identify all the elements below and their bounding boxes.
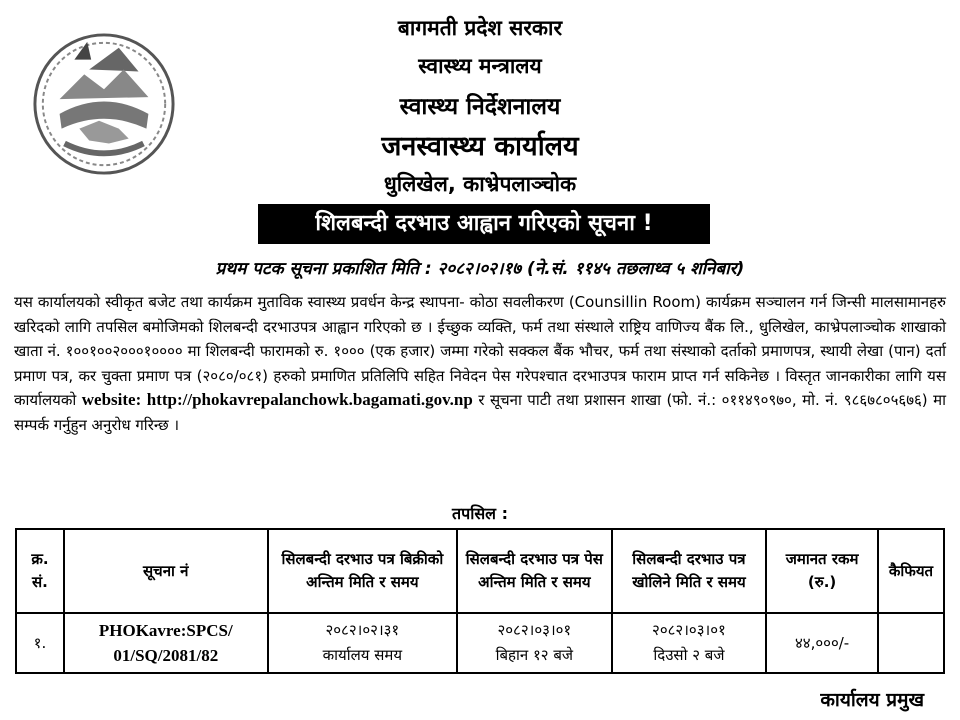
header-line-province: बागमती प्रदेश सरकार: [397, 16, 563, 40]
sale-time: कार्यालय समय: [322, 646, 403, 664]
header-sale-deadline: सिलबन्दी दरभाउ पत्र बिक्रीको अन्तिम मिति र समय: [268, 529, 457, 613]
notice-table: [15, 528, 945, 674]
body-text-2: र सूचना पाटी तथा प्रशासन शाखा (फो. नं.: ०११४९०९७०, मो. नं. ९८६७८०५६७६) मा सम्पर्क गर्नुहुन अनुरोध गरिन्छ ।: [14, 391, 946, 434]
office-chief-signature: कार्यालय प्रमुख: [820, 689, 924, 711]
table-title: तपसिल :: [452, 504, 508, 523]
website-label: website:: [81, 390, 142, 409]
cell-remarks: [878, 613, 944, 673]
cell-notice-no: PHOKavre:SPCS/ 01/SQ/2081/82: [64, 613, 268, 673]
cell-serial: १.: [16, 613, 64, 673]
header-notice-no: सूचना नं: [64, 529, 268, 613]
header-line-office: जनस्वास्थ्य कार्यालय: [381, 131, 579, 162]
cell-submit: [457, 613, 612, 673]
table-header-row: [16, 529, 944, 613]
notice-body: [14, 290, 946, 437]
notice-banner: शिलबन्दी दरभाउ आह्वान गरिएको सूचना !: [258, 204, 710, 244]
header-line-directorate: स्वास्थ्य निर्देशनालय: [399, 94, 561, 120]
header-deposit: जमानत रकम (रु.): [766, 529, 878, 613]
submit-date: २०८२।०३।०१: [497, 621, 572, 639]
cell-deposit: ४४,०००/-: [766, 613, 878, 673]
header-opening-date: सिलबन्दी दरभाउ पत्र खोलिने मिति र समय: [612, 529, 767, 613]
cell-open: [612, 613, 767, 673]
header-submit-deadline: सिलबन्दी दरभाउ पत्र पेस अन्तिम मिति र समय: [457, 529, 612, 613]
cell-sale: [268, 613, 457, 673]
header-remarks: कैफियत: [878, 529, 944, 613]
body-text-1: यस कार्यालयको स्वीकृत बजेट तथा कार्यक्रम मुताविक स्वास्थ्य प्रवर्धन केन्द्र स्थापना- कोठा सवलीकरण (Counsillin Room) कार्यक्रम सञ्चालन गर्न जिन्सी मालसामानहरु खरिदको लागि तपसिल बमोजिमको शिलबन्दी दरभाउपत्र आह्वान गरिएको छ । ईच्छुक व्यक्ति, फर्म तथा संस्थाले राष्ट्रिय वाणिज्य बैंक लि., धुलिखेल, काभ्रेपलाञ्चोक शाखाको खाता नं. १००१००२०००१०००० मा शिलबन्दी फारामको रु. १००० (एक हजार) जम्मा गरेको सक्कल बैंक भौचर, फर्म तथा संस्थाको दर्ताको प्रमाणपत्र, स्थायी लेखा (पान) दर्ता प्रमाण पत्र, कर चुक्ता प्रमाण पत्र (२०८०/०८१) हरुको प्रमाणित प्रतिलिपि सहित निवेदन पेस गरेपश्चात दरभाउपत्र फाराम प्राप्त गर्न सकिनेछ । विस्तृत जानकारीका लागि यस कार्यालयको: [14, 293, 946, 409]
publication-date: प्रथम पटक सूचना प्रकाशित मिति : २०८२।०२।१७ (ने.सं. ११४५ तछलाथ्व ५ शनिबार): [215, 259, 745, 279]
open-time: दिउसो २ बजे: [653, 646, 725, 664]
header-serial: क्र. सं.: [16, 529, 64, 613]
open-date: २०८२।०३।०१: [652, 621, 726, 639]
submit-time: बिहान १२ बजे: [495, 646, 574, 664]
sale-date: २०८२।०२।३१: [325, 621, 400, 639]
table-row: [16, 613, 944, 673]
header-line-ministry: स्वास्थ्य मन्त्रालय: [418, 54, 542, 78]
website-link[interactable]: http://phokavrepalanchowk.bagamati.gov.np: [146, 390, 473, 409]
header-line-address: धुलिखेल, काभ्रेपलाञ्चोक: [383, 172, 577, 196]
